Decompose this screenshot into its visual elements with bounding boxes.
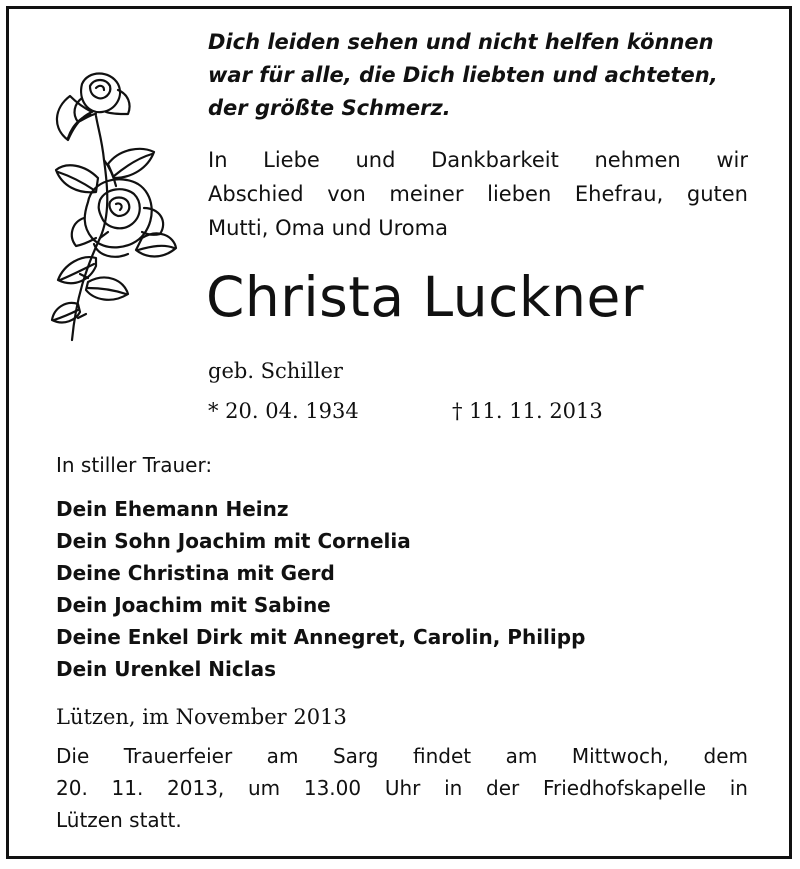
deceased-name: Christa Luckner [206, 265, 644, 329]
rose-icon [48, 68, 178, 350]
mourner-name: Dein Sohn Joachim mit Cornelia [56, 529, 411, 553]
life-dates [208, 396, 603, 426]
farewell-line: Mutti, Oma und Uroma [208, 216, 448, 240]
service-info [56, 740, 748, 836]
quote-line: war für alle, die Dich liebten und achteten, [208, 63, 718, 87]
mourner-name: Deine Enkel Dirk mit Annegret, Carolin, Philipp [56, 625, 586, 649]
farewell-line: In Liebe und Dankbarkeit nehmen wir [208, 148, 748, 172]
mourner-name: Deine Christina mit Gerd [56, 561, 335, 585]
service-line: Lützen statt. [56, 808, 182, 832]
mourner-name: Dein Urenkel Niclas [56, 657, 276, 681]
service-line: Die Trauerfeier am Sarg findet am Mittwoch, dem [56, 744, 748, 768]
place-date: Lützen, im November 2013 [56, 705, 347, 729]
birth-date: * 20. 04. 1934 [208, 399, 359, 423]
mourning-heading: In stiller Trauer: [56, 453, 213, 477]
farewell-line: Abschied von meiner lieben Ehefrau, guten [208, 182, 748, 206]
farewell-text [208, 143, 748, 245]
quote-line: Dich leiden sehen und nicht helfen können [208, 30, 714, 54]
memorial-quote [208, 26, 753, 125]
service-line: 20. 11. 2013, um 13.00 Uhr in der Friedhofskapelle in [56, 776, 748, 800]
death-date: † 11. 11. 2013 [452, 399, 603, 423]
mourner-name: Dein Ehemann Heinz [56, 497, 289, 521]
mourner-list [56, 493, 585, 685]
mourner-name: Dein Joachim mit Sabine [56, 593, 331, 617]
quote-line: der größte Schmerz. [208, 96, 451, 120]
maiden-name: geb. Schiller [208, 359, 343, 383]
